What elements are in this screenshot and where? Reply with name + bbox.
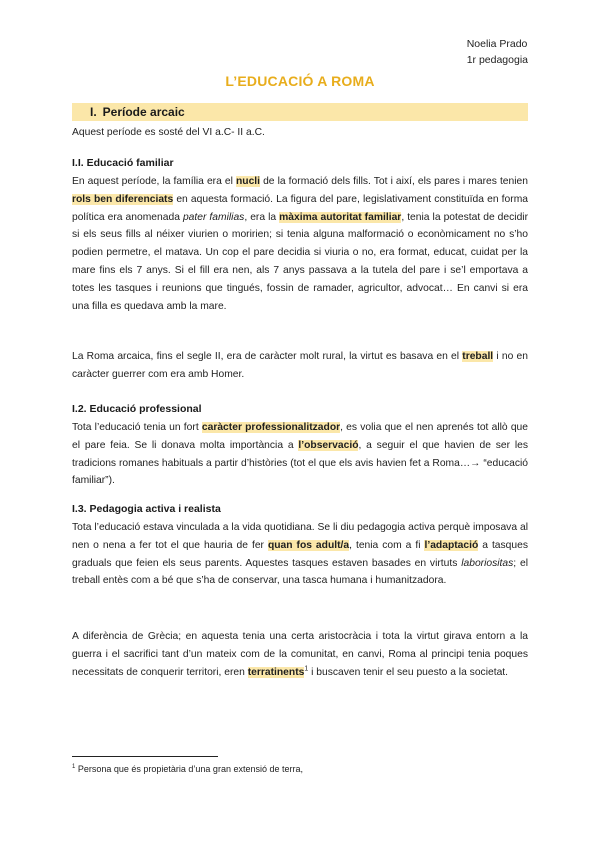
document-title: L’EDUCACIÓ A ROMA xyxy=(225,73,375,89)
footnote xyxy=(72,764,303,774)
text-run: Tota l’educació estava vinculada a la vida quotidiana. Se li diu pedagogia activa perquè imposava al nen o nena a fer tot el que hauria de fer xyxy=(72,522,528,551)
footnote-divider xyxy=(72,756,218,757)
paragraph-pedagogia xyxy=(72,519,528,590)
paragraph-professional xyxy=(72,419,528,490)
text-run: En aquest període, la família era el xyxy=(72,176,236,187)
paragraph-grecia xyxy=(72,628,528,681)
text-run: ; el treball entès com a bé que s’ha de conservar, una tasca humana i humanitzadora. xyxy=(72,557,528,587)
text-run: , a seguir el que havien de ser les tradicions romanes habituals a partir d’històries (tot el que els avis havien fet a Roma…→ “educació familiar”). xyxy=(72,439,528,487)
section-heading-1 xyxy=(72,103,528,121)
text-run: de la formació dels fills. Tot i així, els pares i mares tenien xyxy=(260,176,529,187)
section-number: I. xyxy=(90,105,97,119)
italic-pater-familias: pater familias xyxy=(182,211,245,223)
footnote-marker: 1 xyxy=(72,764,76,770)
text-run: Tota l’educació tenia un fort xyxy=(72,422,202,433)
italic-laboriositas: laboriositas xyxy=(461,557,514,569)
author-name: Noelia Prado xyxy=(466,38,528,50)
subheading-educacio-professional: I.2. Educació professional xyxy=(72,403,202,415)
paragraph-familiar xyxy=(72,173,528,315)
text-run: , es volia que el nen aprenés tot allò que el pare feia. Se li donava molta importància a xyxy=(72,422,528,451)
course-name: 1r pedagogia xyxy=(466,54,528,66)
highlight-nucli: nucli xyxy=(235,176,261,187)
text-run: A diferència de Grècia; en aquesta tenia una certa aristocràcia i tota la virtut girava entorn a la guerra i el sacrifici tant d’un mateix com de la comunitat, en canvi, Roma al principi tenia poques necessitats de conquerir territori, eren xyxy=(72,631,528,678)
text-run: a tasques graduals que feien els seus parents. Aquestes tasques estaven basades en virtuts xyxy=(72,539,529,569)
highlight-adult: quan fos adult/a xyxy=(267,539,350,551)
highlight-maxima-autoritat: màxima autoritat familiar xyxy=(279,211,402,223)
highlight-terratinents: terratinents xyxy=(247,666,305,678)
section-title: Període arcaic xyxy=(102,105,185,119)
section-intro: Aquest període es sosté del VI a.C- II a.C. xyxy=(72,127,265,138)
highlight-treball: treball xyxy=(462,351,494,362)
text-run: , tenia la potestat de decidir si els seus fills al néixer viurien o moririen; si tenia alguna malformació o econòmicament no s’ho podien permetre, el matava. Un cop el pare decidia si viuria o no, era format, educat, cuidat per la mare fins els 7 anys. Si el fill era nen, als 7 anys passava a la tutela del pare i se’l emportava a totes les tasques i reunions que tingués, fossin de ramader, agricultor, advocat… En canvi si era una filla es quedava amb la mare. xyxy=(72,211,529,312)
text-run: , era la xyxy=(244,211,280,223)
text-run: i no en caràcter guerrer com era amb Homer. xyxy=(72,351,528,380)
footnote-text: Persona que és propietària d’una gran extensió de terra, xyxy=(75,764,303,774)
text-run: i buscaven tenir el seu puesto a la societat. xyxy=(308,666,509,678)
paragraph-roma-arcaica xyxy=(72,348,528,384)
subheading-educacio-familiar: I.I. Educació familiar xyxy=(72,157,174,169)
highlight-rols: rols ben diferenciats xyxy=(72,193,174,205)
highlight-caracter-professionalitzador: caràcter professionalitzador xyxy=(201,422,341,433)
text-run: , tenia com a fi xyxy=(349,539,425,551)
text-run: en aquesta formació. La figura del pare, legislativament constituïda en forma política era anomenada xyxy=(72,193,528,223)
page-header xyxy=(467,36,528,68)
highlight-observacio: l’observació xyxy=(298,439,359,451)
footnote-ref[interactable]: 1 xyxy=(304,665,309,673)
text-run: La Roma arcaica, fins el segle II, era de caràcter molt rural, la virtut es basava en el xyxy=(72,351,463,362)
highlight-adaptacio: l’adaptació xyxy=(424,539,479,551)
subheading-pedagogia-activa: I.3. Pedagogia activa i realista xyxy=(72,503,221,515)
